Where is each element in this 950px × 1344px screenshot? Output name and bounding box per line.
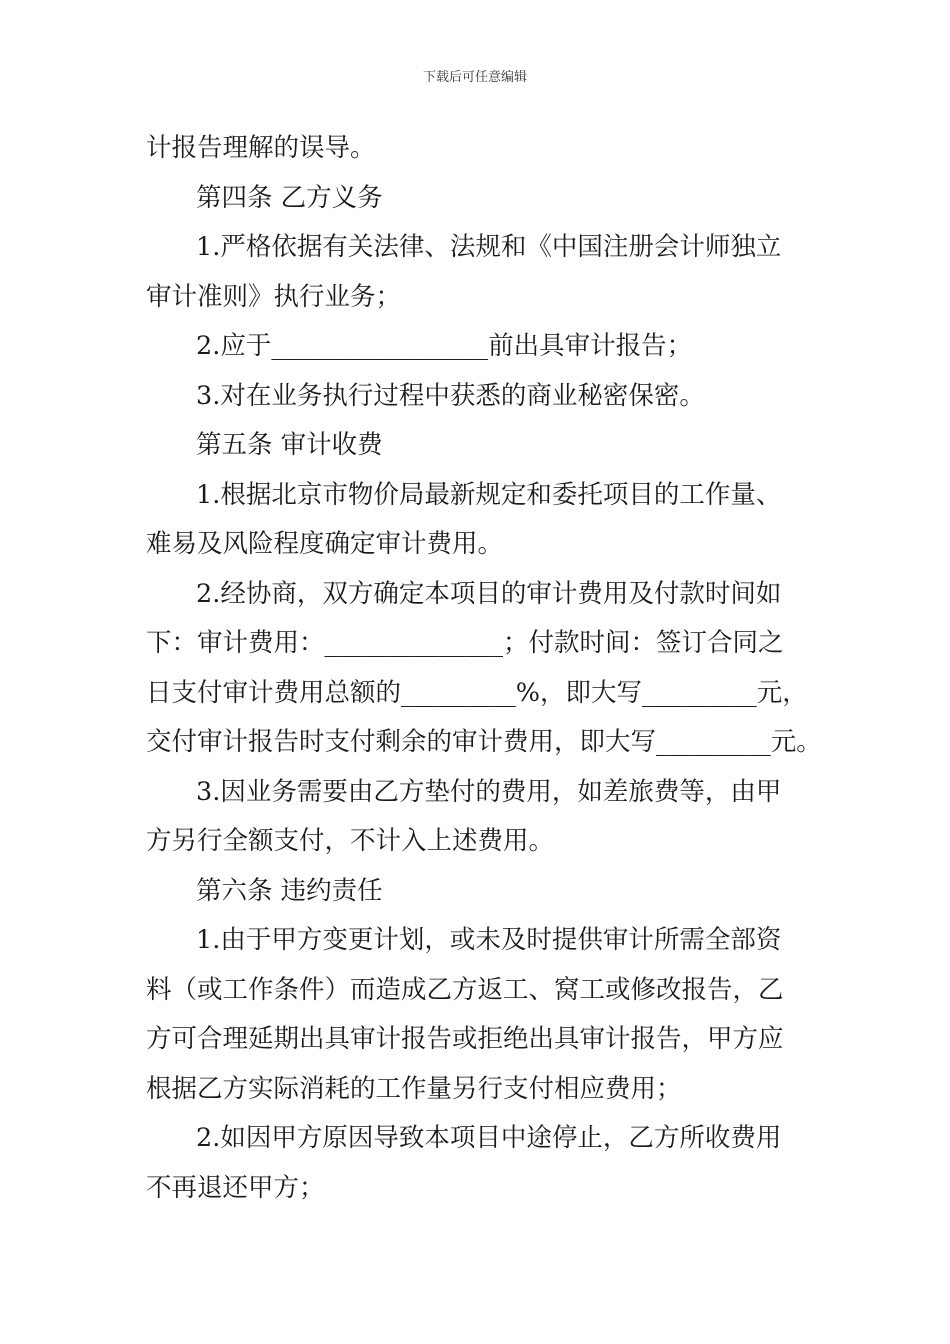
article-heading: 第六条 违约责任 (196, 875, 383, 906)
text-line: 计报告理解的误导。 (146, 133, 376, 163)
text-line: 2.经协商，双方确定本项目的审计费用及付款时间如 (196, 578, 782, 609)
text-line: 料（或工作条件）而造成乙方返工、窝工或修改报告，乙 (146, 974, 784, 1005)
text-line: 3.因业务需要由乙方垫付的费用，如差旅费等，由甲 (196, 776, 782, 807)
text-line: 3.对在业务执行过程中获悉的商业秘密保密。 (196, 380, 705, 411)
text-line: 方可合理延期出具审计报告或拒绝出具审计报告，甲方应 (146, 1024, 784, 1054)
text-line: 难易及风险程度确定审计费用。 (146, 529, 504, 559)
article-heading: 第五条 审计收费 (196, 430, 383, 460)
text-line: 方另行全额支付，不计入上述费用。 (146, 826, 555, 856)
text-line: 2.如因甲方原因导致本项目中途停止，乙方所收费用 (196, 1123, 782, 1153)
text-line: 1.由于甲方变更计划，或未及时提供审计所需全部资 (196, 925, 782, 955)
text-line: 1.严格依据有关法律、法规和《中国注册会计师独立 (196, 232, 782, 262)
text-line: 下：审计费用：______________；付款时间：签订合同之 (146, 628, 784, 658)
text-line: 审计准则》执行业务； (146, 281, 402, 312)
document-body (146, 124, 822, 1213)
text-line: 2.应于_________________前出具审计报告； (196, 331, 693, 361)
page-header: 下载后可任意编辑 (422, 70, 527, 85)
text-line: 不再退还甲方； (146, 1172, 325, 1203)
article-heading: 第四条 乙方义务 (196, 182, 383, 213)
text-line: 根据乙方实际消耗的工作量另行支付相应费用； (146, 1073, 682, 1104)
text-line: 交付审计报告时支付剩余的审计费用，即大写_________元。 (146, 727, 822, 757)
text-line: 1.根据北京市物价局最新规定和委托项目的工作量、 (196, 479, 782, 510)
text-line: 日支付审计费用总额的_________%，即大写_________元， (146, 677, 808, 708)
